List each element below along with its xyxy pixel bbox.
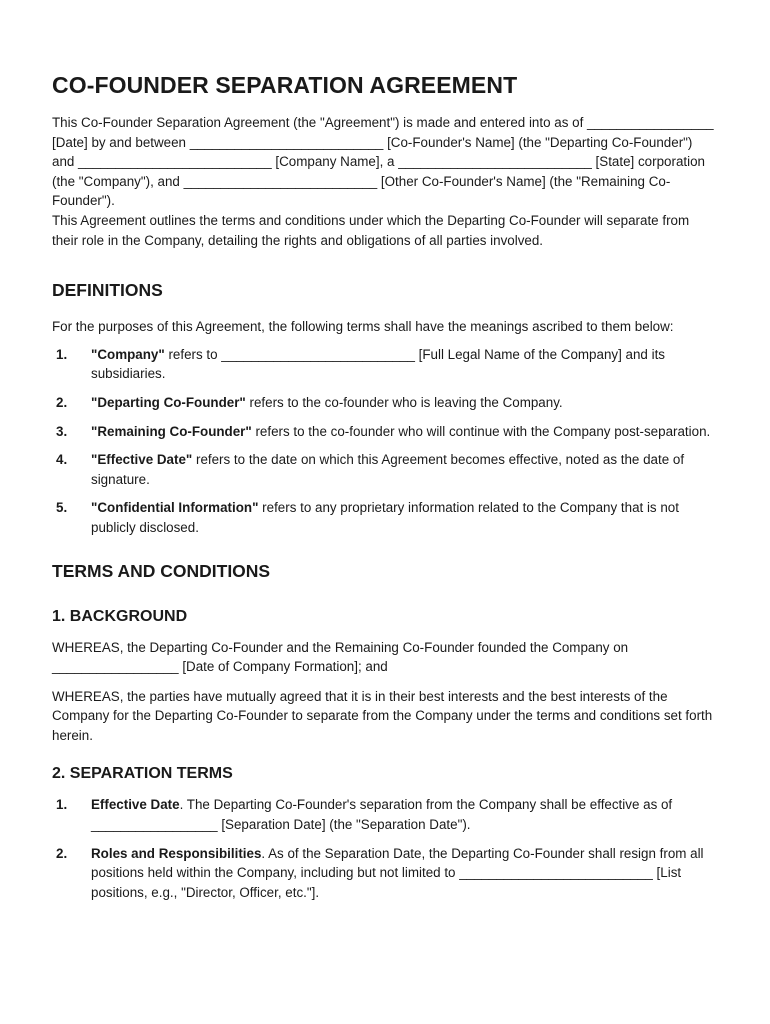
intro-paragraph-2: This Agreement outlines the terms and conditions under which the Departing Co-Founder will separate from their role in the Company, detailing the rights and obligations of all parties involved. [52, 212, 690, 248]
definitions-lead: For the purposes of this Agreement, the following terms shall have the meanings ascribed to them below: [52, 319, 674, 335]
separation-term-item [52, 844, 718, 903]
definition-item [52, 422, 718, 442]
document-title: CO-FOUNDER SEPARATION AGREEMENT [52, 72, 518, 98]
list-number: 3. [56, 423, 68, 439]
definition-text: refers to the date on which this Agreement becomes effective, noted as the date of signature. [91, 452, 685, 487]
intro-section [52, 113, 718, 250]
defined-term: "Remaining Co-Founder" [91, 423, 252, 439]
intro-paragraph-1: This Co-Founder Separation Agreement (the "Agreement") is made and entered into as of _________________ [Date] by and between __________________________ [Co-Founder's Name] (the "Departing Co-Founder") and __________________________ [Company Name], a __________________________ [State] corporation (the "Company"), and __________________________ [Other Co-Founder's Name] (the "Remaining Co-Founder"). [52, 115, 714, 209]
separation-terms-heading: 2. SEPARATION TERMS [52, 765, 233, 783]
definitions-heading: DEFINITIONS [52, 280, 163, 301]
definition-text: refers to the co-founder who will continue with the Company post-separation. [251, 423, 711, 439]
background-paragraph-2: WHEREAS, the parties have mutually agreed that it is in their best interests and the best interests of the Company for the Departing Co-Founder to separate from the Company under the terms and conditions set forth herein. [52, 688, 713, 743]
definition-item [52, 498, 718, 537]
defined-term: "Confidential Information" [91, 500, 259, 516]
term-text: . The Departing Co-Founder's separation from the Company shall be effective as of _________________ [Separation Date] (the "Separation Date"). [91, 797, 673, 833]
list-number: 1. [56, 346, 68, 362]
defined-term: "Company" [91, 346, 165, 362]
list-number: 1. [56, 797, 68, 813]
list-number: 2. [56, 394, 68, 410]
list-number: 4. [56, 452, 68, 468]
list-number: 2. [56, 845, 68, 861]
background-heading: 1. BACKGROUND [52, 607, 188, 625]
terms-and-conditions-heading: TERMS AND CONDITIONS [52, 560, 271, 581]
separation-terms-list [52, 795, 718, 902]
list-number: 5. [56, 500, 68, 516]
defined-term: "Departing Co-Founder" [91, 394, 246, 410]
definition-item [52, 393, 718, 413]
definition-item [52, 345, 718, 384]
separation-term-item [52, 795, 718, 834]
definition-text: refers to the co-founder who is leaving the Company. [245, 394, 563, 410]
term-title: Roles and Responsibilities [91, 845, 262, 861]
term-title: Effective Date [91, 797, 180, 813]
definition-text: refers to __________________________ [Full Legal Name of the Company] and its subsidiaries. [91, 346, 665, 382]
definition-item [52, 450, 718, 489]
background-paragraph-1: WHEREAS, the Departing Co-Founder and the Remaining Co-Founder founded the Company on _________________ [Date of Company Formation]; and [52, 639, 629, 675]
term-text: . As of the Separation Date, the Departing Co-Founder shall resign from all positions held within the Company, including but not limited to __________________________ [List positions, e.g., "Director, Officer, etc."]. [91, 845, 704, 900]
definitions-list [52, 345, 718, 538]
definition-text: refers to any proprietary information related to the Company that is not publicly disclosed. [91, 500, 679, 535]
defined-term: "Effective Date" [91, 452, 193, 468]
